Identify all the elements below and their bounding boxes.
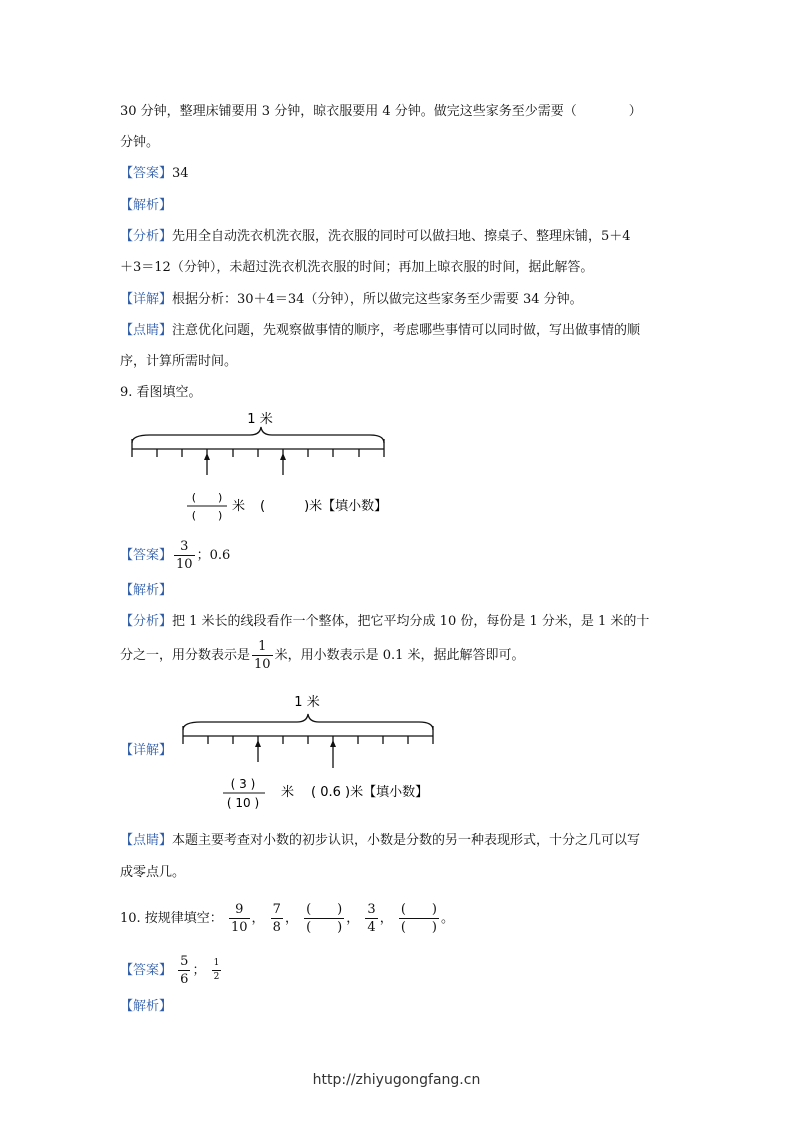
xiangjie-text: 根据分析：30＋4＝34（分钟），所以做完这些家务至少需要 34 分钟。	[172, 292, 583, 307]
dianjing-text: 注意优化问题，先观察做事情的顺序，考虑哪些事情可以同时做，写出做事情的顺	[172, 323, 641, 338]
fraction: $\frac{9}{10}$	[230, 902, 248, 935]
ruler	[132, 439, 384, 457]
fraction-numerator-blank: ( )	[191, 491, 223, 504]
answer-fraction: $\frac{3}{10}$	[176, 539, 193, 572]
fraction-blank: $\frac{( )}{( )}$	[306, 902, 343, 935]
fenxi-text: 先用全自动洗衣机洗衣服，洗衣服的同时可以做扫地、擦桌子、整理床铺，5＋4	[172, 229, 631, 244]
q9-answer	[120, 540, 230, 571]
q10-title: 10. 按规律填空： $\frac{9}{10}$ ， $\frac{7}{8}$ ， $\frac{( )}{( )}$ ， $\frac{3}{4}$ ， $\frac{( )}{( )}$ 。	[120, 902, 455, 935]
up-arrow-icon	[330, 740, 336, 768]
brace	[183, 714, 433, 730]
up-arrow-icon	[204, 453, 210, 475]
answer-tag: 【答案】	[120, 548, 173, 563]
xiangjie-tag: 【详解】	[120, 292, 173, 307]
q8-analysis-tag: 【解析】	[120, 198, 173, 213]
q8-line1: 30 分钟，整理床铺要用 3 分钟，晾衣服要用 4 分钟。做完这些家务至少需要（ ）	[120, 104, 642, 119]
q10-answer: 【答案】 $\frac{5}{6}$ ； $\frac{1}{2}$	[120, 954, 220, 987]
answer-tag: 【答案】	[120, 963, 173, 978]
up-arrow-icon	[280, 453, 286, 475]
ruler-figure-1	[120, 405, 420, 525]
unit-mi: 米	[232, 499, 246, 514]
answer-value: 34	[172, 166, 189, 181]
brace	[132, 427, 384, 443]
q9-fenxi-2: 分之一，用分数表示是 $\frac{1}{10}$ 米，用小数表示是 0.1 米，据此解答即可。	[120, 639, 525, 672]
up-arrow-icon	[255, 740, 261, 762]
unit-mi: 米	[281, 785, 295, 800]
fraction-denominator: ( 10 )	[226, 796, 260, 810]
q9-title: 9. 看图填空。	[120, 385, 202, 400]
fraction-blank: $\frac{( )}{( )}$	[400, 902, 437, 935]
figure-label: 1 米	[294, 695, 320, 710]
figure-label: 1 米	[247, 412, 273, 427]
ruler	[183, 726, 433, 744]
q8-line2: 分钟。	[120, 135, 160, 150]
fenxi-tag: 【分析】	[120, 229, 173, 244]
fenxi-fraction: $\frac{1}{10}$	[254, 639, 271, 672]
decimal-answer: ( 0.6 )米【填小数】	[311, 785, 429, 800]
q8-answer	[120, 165, 189, 183]
footer-url: http://zhiyugongfang.cn	[312, 1072, 481, 1088]
q8-fenxi-1	[120, 228, 631, 246]
fenxi-text: 把 1 米长的线段看作一个整体，把它平均分成 10 份，每份是 1 分米，是 1 米的十	[172, 614, 650, 629]
q8-dianjing-1	[120, 322, 640, 340]
dianjing-tag: 【点睛】	[120, 833, 173, 848]
q9-fenxi-1	[120, 613, 649, 631]
fraction-denominator-blank: ( )	[191, 509, 223, 522]
fraction-numerator: ( 3 )	[230, 777, 256, 791]
q10-analysis-tag: 【解析】	[120, 999, 173, 1014]
q8-fenxi-2: ＋3＝12（分钟），未超过洗衣机洗衣服的时间；再加上晾衣服的时间，据此解答。	[120, 260, 594, 275]
fraction: $\frac{3}{4}$	[367, 902, 376, 935]
fraction: $\frac{7}{8}$	[272, 902, 281, 935]
answer-tag: 【答案】	[120, 166, 173, 181]
q9-analysis-tag: 【解析】	[120, 583, 173, 598]
dianjing-tag: 【点睛】	[120, 323, 173, 338]
answer-fraction: $\frac{5}{6}$	[180, 954, 189, 987]
q9-dianjing-1	[120, 832, 640, 850]
fenxi-tag: 【分析】	[120, 614, 173, 629]
q9-dianjing-2: 成零点几。	[120, 865, 186, 880]
q8-xiangjie	[120, 291, 583, 309]
q8-dianjing-2: 序，计算所需时间。	[120, 354, 238, 369]
answer-fraction: $\frac{1}{2}$	[213, 958, 220, 982]
q9-xiangjie-tag: 【详解】	[120, 743, 173, 758]
decimal-blank: ( )米【填小数】	[260, 499, 388, 514]
dianjing-text: 本题主要考查对小数的初步认识，小数是分数的另一种表现形式，十分之几可以写	[172, 833, 641, 848]
answer-rest: ；0.6	[196, 548, 231, 563]
ruler-figure-2	[175, 688, 475, 813]
